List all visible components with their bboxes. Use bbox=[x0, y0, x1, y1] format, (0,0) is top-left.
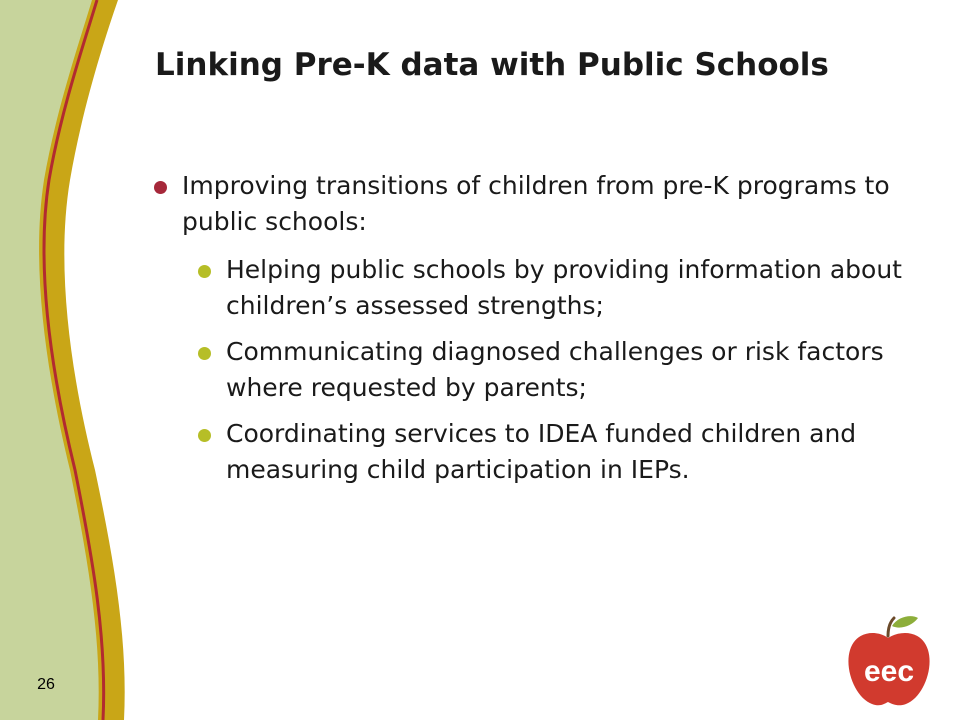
bullet-text: Improving transitions of children from pre-K programs to public schools: bbox=[182, 171, 890, 236]
bullet-item bbox=[148, 168, 948, 240]
sub-bullet-item bbox=[148, 252, 948, 324]
sub-bullet-dot-icon bbox=[198, 347, 211, 360]
sub-bullet-dot-icon bbox=[198, 429, 211, 442]
sub-bullet-item bbox=[148, 416, 948, 488]
slide-content bbox=[148, 168, 948, 498]
sub-bullet-dot-icon bbox=[198, 265, 211, 278]
slide-number: 26 bbox=[37, 676, 55, 693]
apple-leaf-icon bbox=[892, 616, 918, 628]
side-decoration bbox=[0, 0, 140, 720]
sub-bullet-item bbox=[148, 334, 948, 406]
logo-text: eec bbox=[863, 655, 915, 688]
apple-stem-icon bbox=[888, 618, 894, 636]
sub-bullet-text: Coordinating services to IDEA funded children and measuring child participation in IEPs. bbox=[226, 419, 857, 484]
slide-title: Linking Pre-K data with Public Schools bbox=[155, 47, 829, 83]
sub-bullet-text: Communicating diagnosed challenges or risk factors where requested by parents; bbox=[226, 337, 884, 402]
eec-logo bbox=[842, 614, 936, 710]
sub-bullet-text: Helping public schools by providing information about children’s assessed strengths; bbox=[226, 255, 902, 320]
bullet-dot-icon bbox=[154, 181, 167, 194]
